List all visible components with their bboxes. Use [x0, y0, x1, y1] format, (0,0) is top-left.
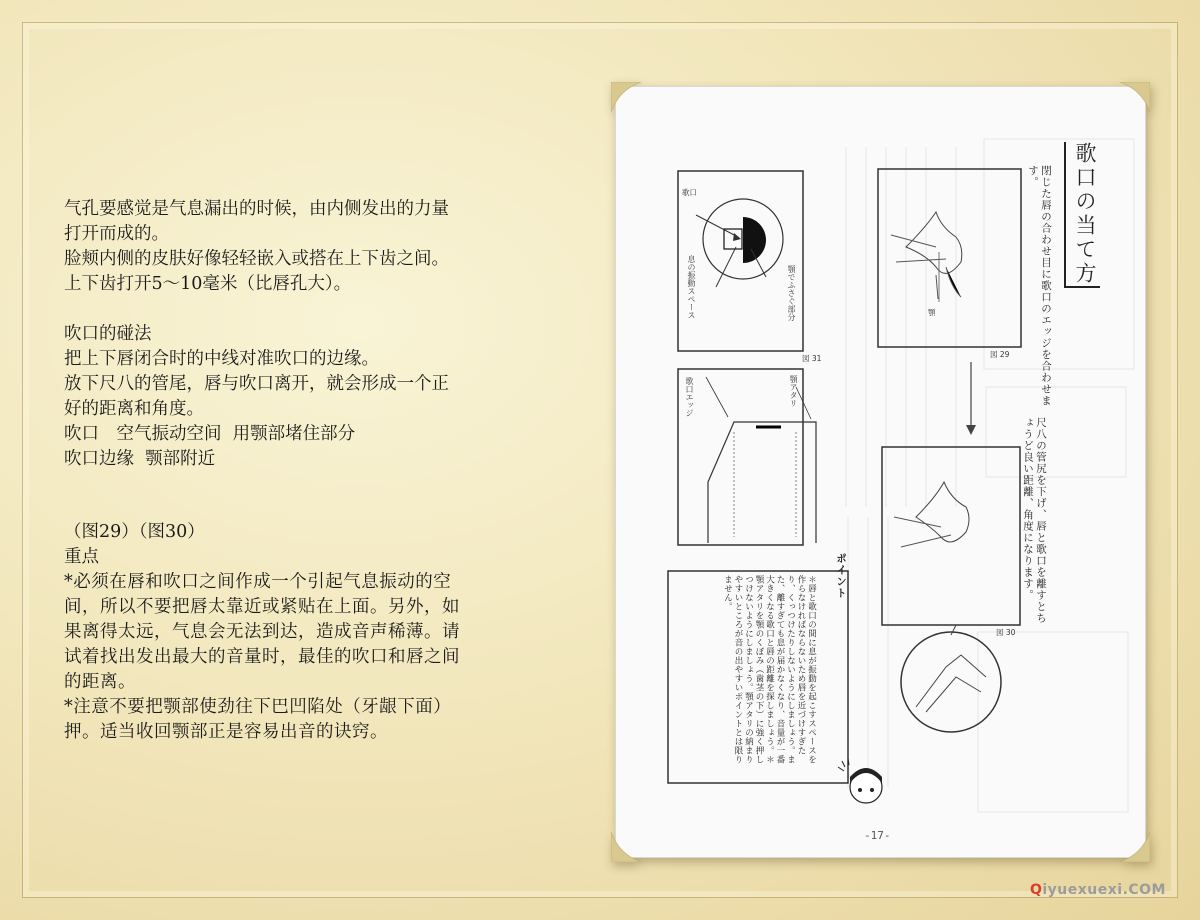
- scan-paragraph-1: 閉じた唇の合わせ目に歌口のエッジを合わせます。: [1027, 165, 1052, 407]
- scan-point-note: ＊唇と歌口の間に息が振動を起こすスペースを作らなければならないため唇を近づけすぎたり、くっつけたりしないようにしましょう。また、離すぎても息が届かなくなり、音量が一番大きくなる歌口と唇の距離を探しましょう。＊顎アタリを顎のくぼみ（歯茎の下）に強く押しつけないようにしましょう。顎アタリの納まりやすいところが音の出やすいポイントとは限りません。: [722, 575, 817, 764]
- scanned-page-sheet: [615, 86, 1146, 858]
- label-atari: 顎アタリ: [789, 375, 798, 407]
- figure-31-bottom-box: [678, 369, 803, 545]
- photo-corner-bottom-left: [611, 832, 641, 862]
- scan-point-heading: ポイント: [835, 553, 847, 599]
- left-text-column: [64, 197, 544, 745]
- label-edge: 歌口エッジ: [685, 377, 694, 417]
- scan-page-number: -17-: [864, 829, 891, 842]
- scan-paragraph-2: 尺八の管尻を下げ、唇と歌口を離すとちょうど良い距離、角度になります。: [1022, 417, 1047, 624]
- figure-30-label: 図 30: [996, 628, 1016, 637]
- zoom-circle: [901, 632, 1001, 732]
- figure-31-label: 図 31: [802, 354, 822, 363]
- watermark-text: iyuexuexi.COM: [1042, 882, 1166, 898]
- note-jaw: *注意不要把颚部使劲往下巴凹陷处（牙龈下面） 押。适当收回颚部正是容易出音的诀窍。: [64, 697, 452, 742]
- note-distance: *必须在唇和吹口之间作成一个引起气息振动的空 间，所以不要把唇太靠近或紧贴在上面。另外，如 果离得太远，气息会无法到达，造成音声稀薄。请 试着找出发出最大的音量时，最佳的吹口和唇之间 的距离。: [64, 572, 460, 692]
- figure-29-label: 図 29: [990, 350, 1010, 359]
- label-utaguchi: 歌口: [682, 188, 697, 197]
- photo-corner-top-left: [611, 82, 641, 112]
- paragraph-mouthpiece-contact: 吹口的碰法 把上下唇闭合时的中线对准吹口的边缘。 放下尺八的管尾，唇与吹口离开，就会形成一个正 好的距离和角度。 吹口 空气振动空间 用颚部堵住部分 吹口边缘 颚部附近: [64, 324, 449, 469]
- label-vibration-space: 息の振動スペース: [687, 255, 696, 319]
- watermark-q: Q: [1029, 882, 1043, 898]
- scan-title: 歌口の当て方: [1064, 142, 1100, 288]
- label-ago: 顎: [928, 308, 936, 317]
- photo-corner-bottom-right: [1120, 832, 1150, 862]
- site-watermark: [1030, 882, 1166, 898]
- figure-29-box: [878, 169, 1021, 347]
- paragraph-figure-ref-and-key-points: （图29）（图30） 重点: [64, 522, 205, 567]
- paragraph-breath-hole: 气孔要感觉是气息漏出的时候，由内侧发出的力量 打开而成的。 脸颊内侧的皮肤好像轻轻嵌入或搭在上下齿之间。 上下齿打开5～10毫米（比唇孔大）。: [64, 199, 449, 294]
- label-cover-part: 顎でふさぐ部分: [787, 265, 796, 321]
- figure-30-box: [882, 447, 1020, 625]
- scanned-page: [615, 86, 1146, 858]
- photo-corner-top-right: [1120, 82, 1150, 112]
